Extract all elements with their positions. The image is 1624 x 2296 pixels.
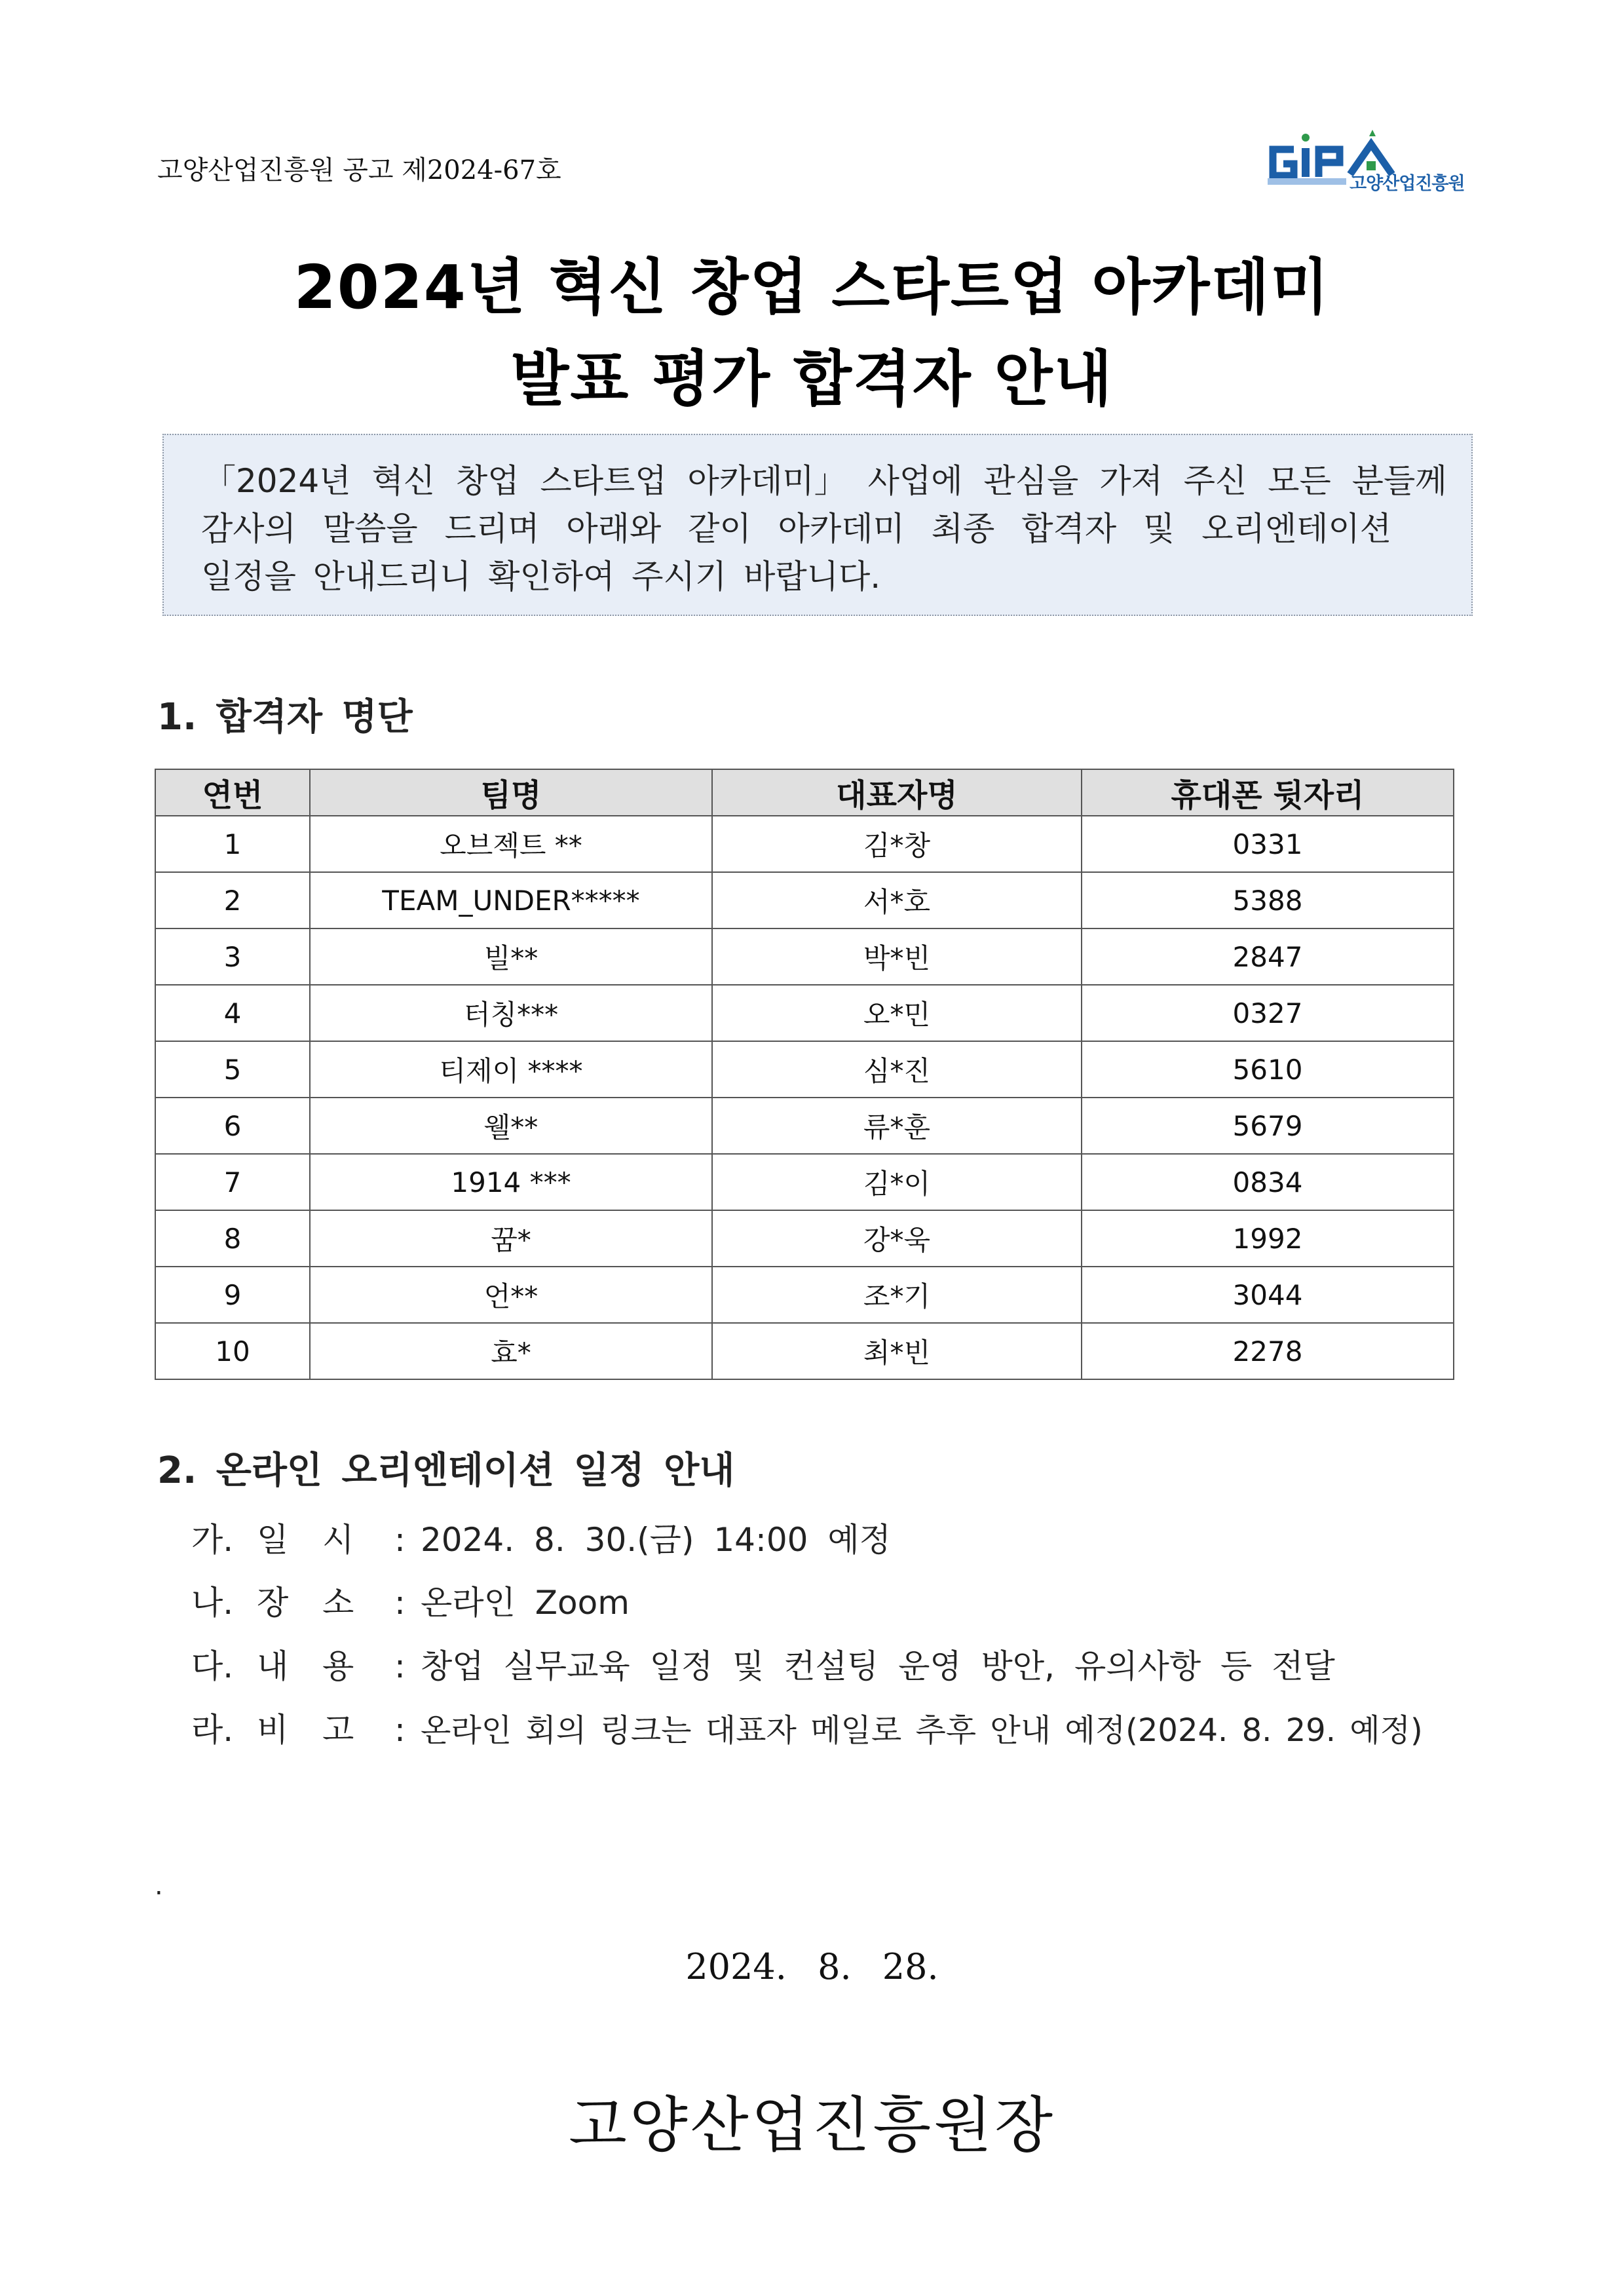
item-mark: 가. [191,1521,234,1559]
table-row [155,1098,1454,1154]
col-header-number: 연번 [155,769,310,816]
schedule-item-datetime [191,1514,891,1561]
table-row [155,1323,1454,1379]
intro-line-2: 감사의 말씀을 드리며 아래와 같이 아카데미 최종 합격자 및 오리엔테이션 [201,510,1392,548]
cell-phone: 2847 [1082,928,1454,985]
item-value: 2024. 8. 30.(금) 14:00 예정 [421,1521,891,1559]
cell-team: 오브젝트 ** [310,816,712,872]
item-label-a: 비 [257,1711,289,1749]
table-row [155,1210,1454,1267]
title-line-1: 2024년 혁신 창업 스타트업 아카데미 [293,252,1331,322]
cell-team: 1914 *** [310,1154,712,1210]
item-label-a: 일 [257,1521,289,1559]
item-label-a: 장 [257,1584,289,1622]
item-colon: : [394,1647,406,1685]
intro-box [162,434,1473,616]
cell-team: 효* [310,1323,712,1379]
cell-number: 6 [155,1098,310,1154]
cell-representative: 강*욱 [712,1210,1082,1267]
roster-table [155,769,1454,1380]
cell-representative: 오*민 [712,985,1082,1041]
signature: 고양산업진흥원장 [569,2090,1055,2160]
cell-representative: 김*창 [712,816,1082,872]
cell-phone: 0327 [1082,985,1454,1041]
item-colon: : [394,1521,406,1559]
table-row [155,1154,1454,1210]
cell-representative: 심*진 [712,1041,1082,1098]
cell-number: 9 [155,1267,310,1323]
table-row [155,872,1454,928]
table-row [155,928,1454,985]
cell-phone: 5388 [1082,872,1454,928]
cell-number: 4 [155,985,310,1041]
cell-phone: 5679 [1082,1098,1454,1154]
col-header-team: 팀명 [310,769,712,816]
cell-phone: 3044 [1082,1267,1454,1323]
table-row [155,985,1454,1041]
cell-team: 티제이 **** [310,1041,712,1098]
cell-phone: 0331 [1082,816,1454,872]
col-header-phone: 휴대폰 뒷자리 [1082,769,1454,816]
issue-date: 2024. 8. 28. [685,1946,939,1987]
section-1-heading: 1. 합격자 명단 [157,696,413,738]
cell-representative: 김*이 [712,1154,1082,1210]
item-mark: 다. [191,1647,234,1685]
cell-number: 5 [155,1041,310,1098]
table-row [155,1041,1454,1098]
schedule-item-note [191,1704,1423,1751]
item-label-a: 내 [257,1647,289,1685]
cell-representative: 류*훈 [712,1098,1082,1154]
cell-team: 꿈* [310,1210,712,1267]
logo-caption: 고양산업진흥원 [1350,174,1465,194]
cell-number: 1 [155,816,310,872]
item-value: 창업 실무교육 일정 및 컨설팅 운영 방안, 유의사항 등 전달 [421,1647,1335,1685]
item-colon: : [394,1711,406,1749]
cell-team: 언** [310,1267,712,1323]
table-row [155,1267,1454,1323]
item-value: 온라인 Zoom [421,1584,630,1622]
schedule-item-content [191,1640,1335,1687]
item-label [257,1577,394,1624]
item-label [257,1514,394,1561]
title-line-2: 발표 평가 합격자 안내 [510,344,1114,414]
col-header-representative: 대표자명 [712,769,1082,816]
cell-phone: 5610 [1082,1041,1454,1098]
item-label-b: 소 [322,1584,354,1622]
cell-phone: 0834 [1082,1154,1454,1210]
cell-representative: 서*호 [712,872,1082,928]
item-label-b: 시 [322,1521,354,1559]
item-mark: 나. [191,1584,234,1622]
cell-team: 웰** [310,1098,712,1154]
item-value: 온라인 회의 링크는 대표자 메일로 추후 안내 예정(2024. 8. 29. 예정) [421,1712,1423,1749]
item-mark: 라. [191,1711,234,1749]
roster-header-row [155,769,1454,816]
item-label [257,1640,394,1687]
schedule-item-place [191,1577,630,1624]
cell-representative: 조*기 [712,1267,1082,1323]
cell-team: TEAM_UNDER***** [310,872,712,928]
section-2-heading: 2. 온라인 오리엔테이션 일정 안내 [157,1449,735,1492]
cell-number: 3 [155,928,310,985]
notice-number: 고양산업진흥원 공고 제2024-67호 [157,155,561,185]
cell-number: 8 [155,1210,310,1267]
cell-number: 7 [155,1154,310,1210]
table-row [155,816,1454,872]
intro-line-3: 일정을 안내드리니 확인하여 주시기 바랍니다. [201,558,881,596]
item-label-b: 고 [322,1711,354,1749]
cell-representative: 박*빈 [712,928,1082,985]
stray-dot: . [155,1871,163,1901]
cell-number: 10 [155,1323,310,1379]
item-label-b: 용 [322,1647,354,1685]
cell-team: 빌** [310,928,712,985]
cell-team: 터칭*** [310,985,712,1041]
cell-representative: 최*빈 [712,1323,1082,1379]
cell-phone: 1992 [1082,1210,1454,1267]
item-label [257,1704,394,1751]
intro-line-1: 「2024년 혁신 창업 스타트업 아카데미」 사업에 관심을 가져 주신 모든 분들께 [203,462,1447,500]
cell-phone: 2278 [1082,1323,1454,1379]
cell-number: 2 [155,872,310,928]
item-colon: : [394,1584,406,1622]
